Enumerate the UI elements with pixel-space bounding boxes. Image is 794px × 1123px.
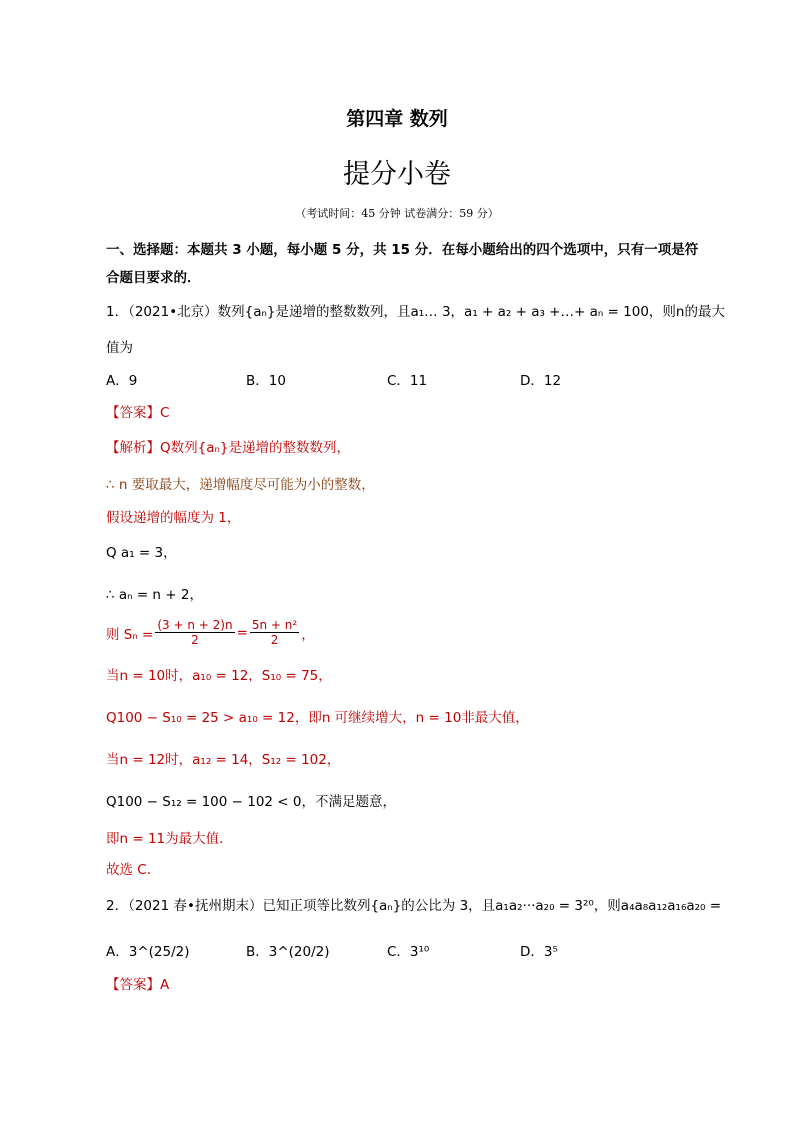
fraction-1-numerator: (3 + n + 2)n: [157, 618, 233, 632]
q1-analysis-line3: 假设递增的幅度为 1，: [106, 510, 241, 526]
exam-info: （考试时间：45 分钟 试卷满分：59 分）: [295, 207, 499, 220]
q1-option-a: A．9: [106, 373, 138, 389]
q1-option-b: B．10: [246, 373, 286, 389]
q1-option-d: D．12: [520, 373, 562, 389]
q1-analysis-line5: ∴ aₙ = n + 2，: [106, 587, 203, 603]
q2-option-b: B．3^(20/2): [246, 944, 330, 960]
q1-analysis-line7: 当n = 10时，a₁₀ = 12，S₁₀ = 75，: [106, 668, 332, 684]
section-instruction-line2: 合题目要求的．: [106, 270, 201, 286]
q1-analysis-line8: Q100 − S₁₀ = 25 > a₁₀ = 12，即n 可继续增大，n = 10非最大值，: [106, 710, 529, 726]
section-instruction-line1: 一、选择题：本题共 3 小题，每小题 5 分，共 15 分．在每小题给出的四个选项中，只有一项是符: [106, 242, 699, 258]
q2-option-d: D．3⁵: [520, 944, 558, 960]
q1-analysis-line12: 故选 C．: [106, 862, 161, 878]
chapter-heading: 第四章 数列: [346, 108, 448, 130]
q1-stem-line2: 值为: [106, 340, 133, 356]
q1-analysis-line4: Q a₁ = 3，: [106, 545, 177, 561]
q1-answer: 【答案】C: [106, 405, 170, 421]
fraction-2-denominator: 2: [270, 633, 279, 647]
q2-stem: 2．（2021 春•抚州期末）已知正项等比数列{aₙ}的公比为 3，且a₁a₂···a₂₀ = 3²⁰，则a₄a₈a₁₂a₁₆a₂₀ =: [106, 898, 722, 914]
q2-answer: 【答案】A: [106, 977, 170, 993]
q1-analysis-line1: 【解析】Q数列{aₙ}是递增的整数数列，: [106, 440, 350, 456]
paper-title: 提分小卷: [343, 159, 451, 190]
q2-option-a: A．3^(25/2): [106, 944, 190, 960]
fraction-1-denominator: 2: [191, 633, 199, 647]
q1-analysis-line9: 当n = 12时，a₁₂ = 14，S₁₂ = 102，: [106, 752, 341, 768]
q1-analysis-sum-formula: 则 Sₙ = $\frac{(3 + n + 2)n}{2}$ = $\frac{\text{5n + n²}}{2}$ ，: [106, 618, 315, 647]
fraction-2: [250, 618, 299, 647]
q1-stem-line1: 1．（2021•北京）数列{aₙ}是递增的整数数列，且a₁… 3，a₁ + a₂ + a₃ +…+ aₙ = 100，则n的最大: [106, 304, 725, 320]
sum-formula-lead: 则 Sₙ =: [106, 626, 154, 643]
q1-option-c: C．11: [387, 373, 428, 389]
q1-analysis-line2: ∴ n 要取最大，递增幅度尽可能为小的整数，: [106, 477, 375, 493]
q2-option-c: C．3¹⁰: [387, 944, 430, 960]
fraction-2-numerator: 5n + n²: [251, 618, 298, 632]
q1-analysis-line11: 即n = 11为最大值．: [106, 831, 233, 847]
q1-analysis-line10: Q100 − S₁₂ = 100 − 102 < 0，不满足题意，: [106, 794, 396, 810]
fraction-1: [155, 618, 234, 647]
